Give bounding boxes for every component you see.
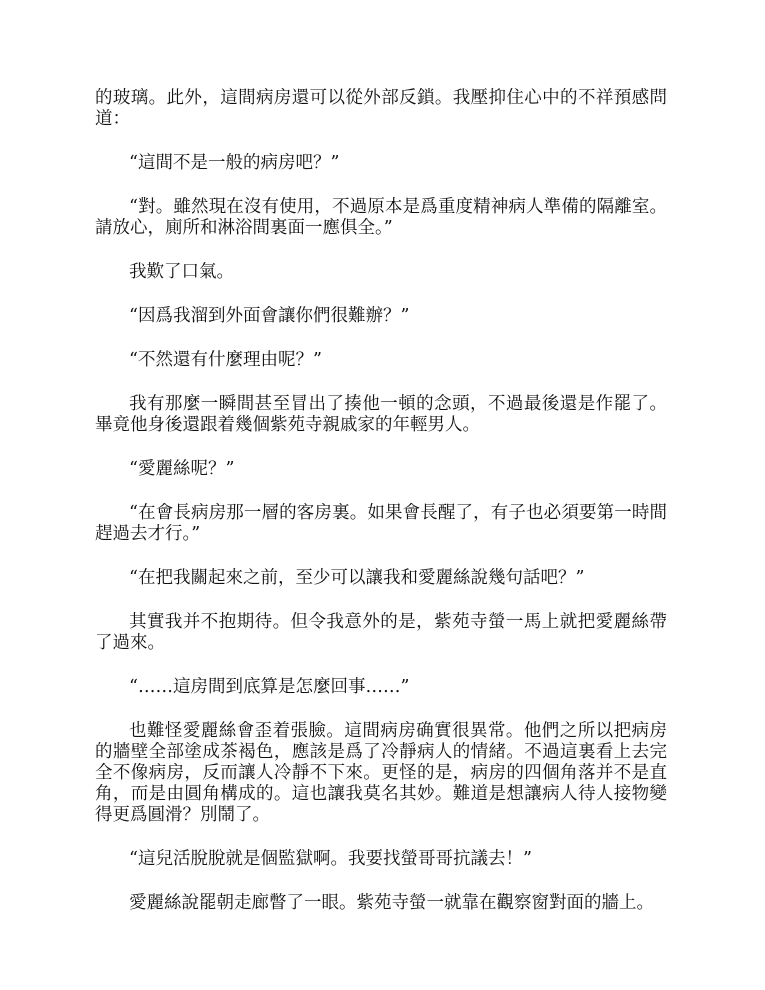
paragraph-8: “愛麗絲呢？”	[129, 459, 235, 479]
paragraph-15: 愛麗絲說罷朝走廊瞥了一眼。紫苑寺螢一就靠在觀察窗對面的牆上。	[129, 893, 654, 913]
paragraph-7: 我有那麼一瞬間甚至冒出了揍他一頓的念頭，不過最後還是作罷了。畢竟他身後還跟着幾個紫苑寺親戚家的年輕男人。	[95, 394, 667, 435]
paragraph-10: “在把我關起來之前，至少可以讓我和愛麗絲說幾句話吧？”	[129, 568, 585, 588]
paragraph-14: “這兒活脫脫就是個監獄啊。我要找螢哥哥抗議去！”	[129, 849, 532, 869]
paragraph-9: “在會長病房那一層的客房裏。如果會長醒了，有子也必須要第一時間趕過去才行。”	[95, 503, 667, 544]
paragraph-6: “不然還有什麼理由呢？”	[129, 350, 322, 370]
paragraph-3: “對。雖然現在沒有使用，不過原本是爲重度精神病人準備的隔離室。請放心，廁所和淋浴間裏面一應俱全。”	[95, 197, 667, 238]
paragraph-11: 其實我并不抱期待。但令我意外的是，紫苑寺螢一馬上就把愛麗絲帶了過來。	[95, 612, 667, 653]
paragraph-12: “……這房間到底算是怎麼回事……”	[129, 677, 410, 697]
paragraph-4: 我歎了口氣。	[129, 262, 234, 282]
paragraph-5: “因爲我溜到外面會讓你們很難辦？”	[129, 306, 410, 326]
paragraph-1: 的玻璃。此外，這間病房還可以從外部反鎖。我壓抑住心中的不祥預感問道：	[95, 88, 667, 129]
document-page	[95, 88, 667, 914]
paragraph-2: “這間不是一般的病房吧？”	[129, 153, 340, 173]
paragraph-13: 也難怪愛麗絲會歪着張臉。這間病房确實很異常。他們之所以把病房的牆壁全部塗成茶褐色，應該是爲了冷靜病人的情緒。不過這裏看上去完全不像病房，反而讓人冷靜不下來。更怪的是，病房的四個角落并不是直角，而是由圓角構成的。這也讓我莫名其妙。難道是想讓病人待人接物變得更爲圓滑？別鬧了。	[95, 721, 667, 825]
